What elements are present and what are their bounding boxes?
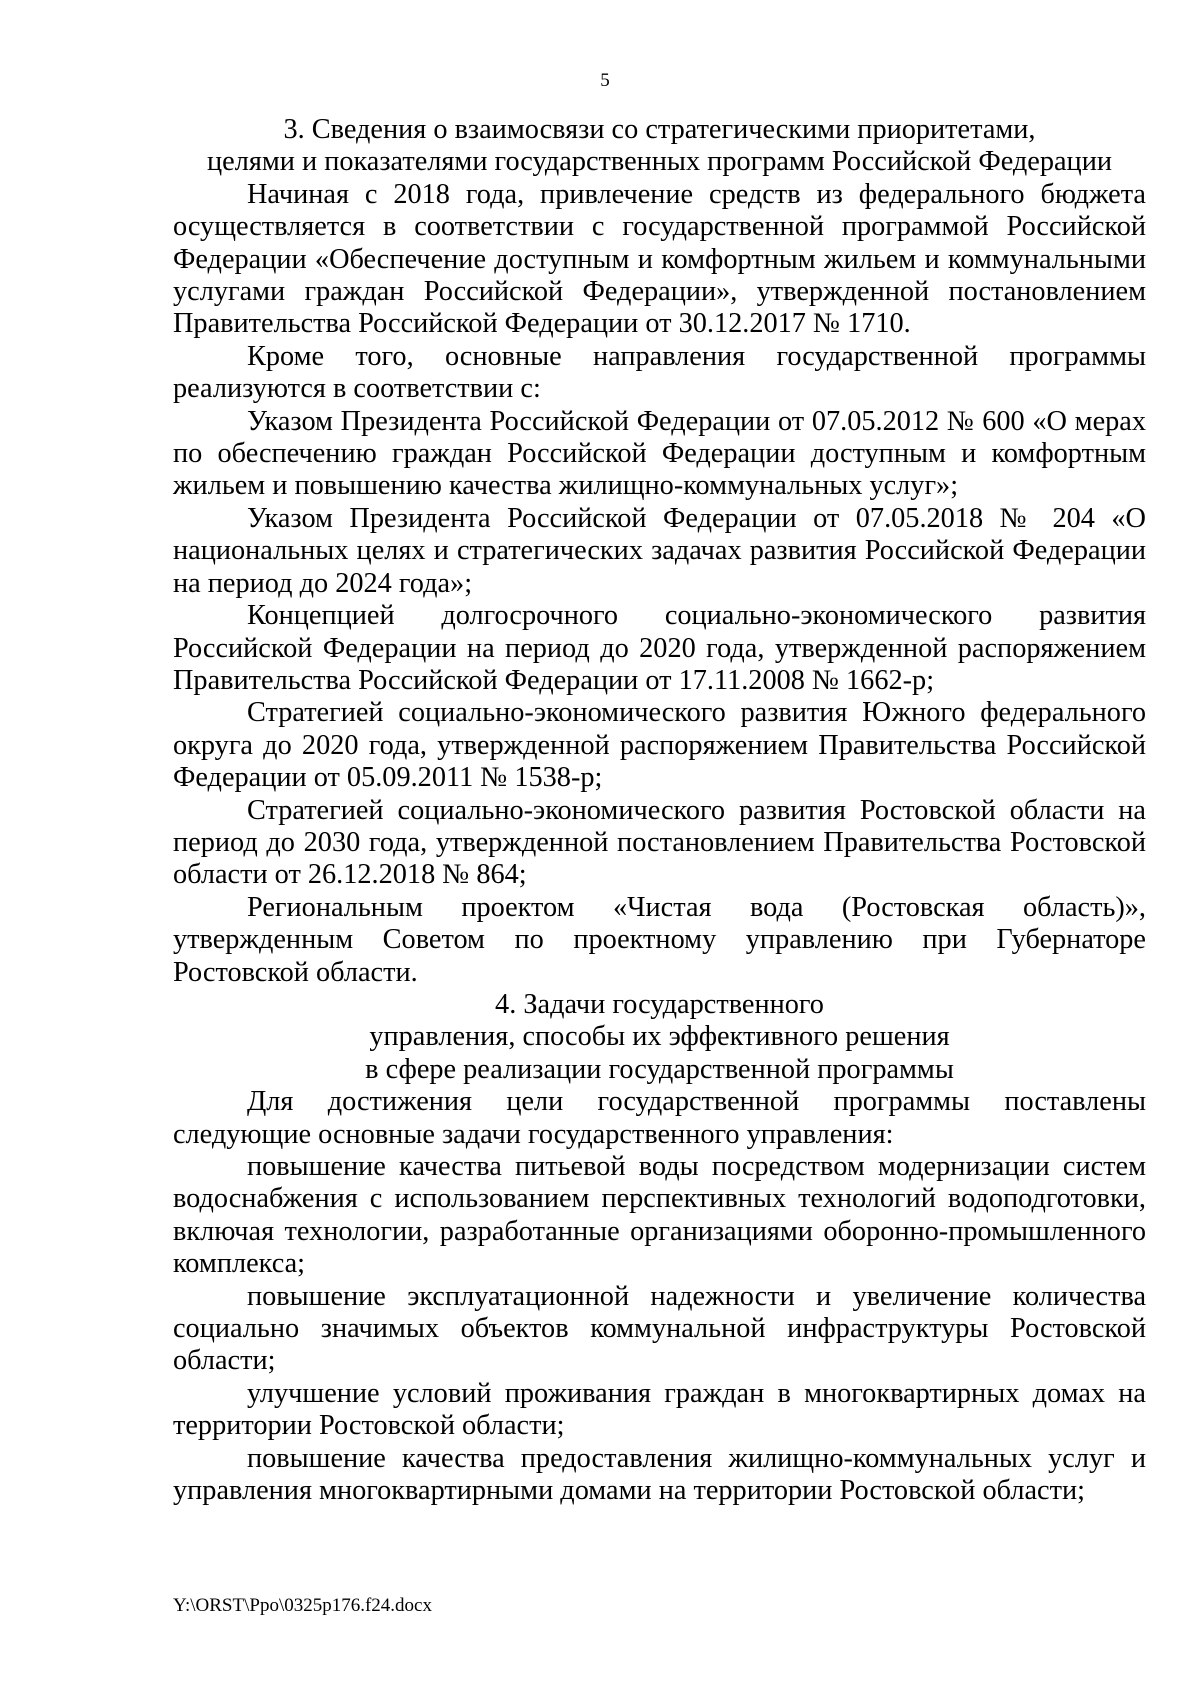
- paragraph: повышение качества предоставления жилищно-коммунальных услуг и управления многоквартирными домами на территории Ростовской области;: [173, 1442, 1146, 1507]
- section-4-title-line: 4. Задачи государственного: [495, 988, 824, 1020]
- section-3-title: [173, 114, 1146, 179]
- paragraph: Для достижения цели государственной программы поставлены следующие основные задачи государственного управления:: [173, 1086, 1146, 1150]
- section-3-body: [173, 179, 1146, 989]
- paragraph: повышение эксплуатационной надежности и увеличение количества социально значимых объектов коммунальной инфраструктуры Ростовской области;: [173, 1280, 1146, 1377]
- section-4-title: [173, 989, 1146, 1086]
- paragraph: Начиная с 2018 года, привлечение средств из федерального бюджета осуществляется в соответствии с государственной программой Российской Федерации «Обеспечение доступным и комфортным жильем и коммунальными услугами граждан Российской Федерации», утвержденной постановлением Правительства Российской Федерации от 30.12.2017 № 1710.: [173, 178, 1146, 340]
- document-body: [173, 114, 1146, 1507]
- paragraph: Указом Президента Российской Федерации от 07.05.2018 № 204 «О национальных целях и стратегических задачах развития Российской Федерации на период до 2024 года»;: [173, 502, 1146, 599]
- paragraph: Кроме того, основные направления государственной программы реализуются в соответствии с:: [173, 340, 1146, 405]
- footer-file-path: Y:\ORST\Ppo\0325p176.f24.docx: [173, 1595, 432, 1616]
- paragraph: Стратегией социально-экономического развития Ростовской области на период до 2030 года, утвержденной постановлением Правительства Ростовской области от 26.12.2018 № 864;: [173, 794, 1146, 891]
- paragraph: Указом Президента Российской Федерации от 07.05.2012 № 600 «О мерах по обеспечению граждан Российской Федерации доступным и комфортным жильем и повышению качества жилищно-коммунальных услуг»;: [173, 405, 1146, 502]
- paragraph: улучшение условий проживания граждан в многоквартирных домах на территории Ростовской области;: [173, 1377, 1146, 1442]
- paragraph: повышение качества питьевой воды посредством модернизации систем водоснабжения с использованием перспективных технологий водоподготовки, включая технологии, разработанные организациями оборонно-промышленного комплекса;: [173, 1151, 1146, 1280]
- paragraph: Концепцией долгосрочного социально-экономического развития Российской Федерации на период до 2020 года, утвержденной распоряжением Правительства Российской Федерации от 17.11.2008 № 1662-р;: [173, 600, 1146, 696]
- section-4-title-line: управления, способы их эффективного решения: [369, 1021, 950, 1053]
- section-3-title-line: 3. Сведения о взаимосвязи со стратегическими приоритетами,: [283, 114, 1036, 145]
- page-number: 5: [600, 70, 610, 91]
- section-3-title-line: целями и показателями государственных программ Российской Федерации: [207, 146, 1112, 178]
- section-4-body: [173, 1086, 1146, 1507]
- section-4-title-line: в сфере реализации государственной программы: [365, 1053, 954, 1085]
- paragraph: Стратегией социально-экономического развития Южного федерального округа до 2020 года, утвержденной распоряжением Правительства Российской Федерации от 05.09.2011 № 1538-р;: [173, 697, 1146, 794]
- paragraph: Региональным проектом «Чистая вода (Ростовская область)», утвержденным Советом по проектному управлению при Губернаторе Ростовской области.: [173, 891, 1146, 988]
